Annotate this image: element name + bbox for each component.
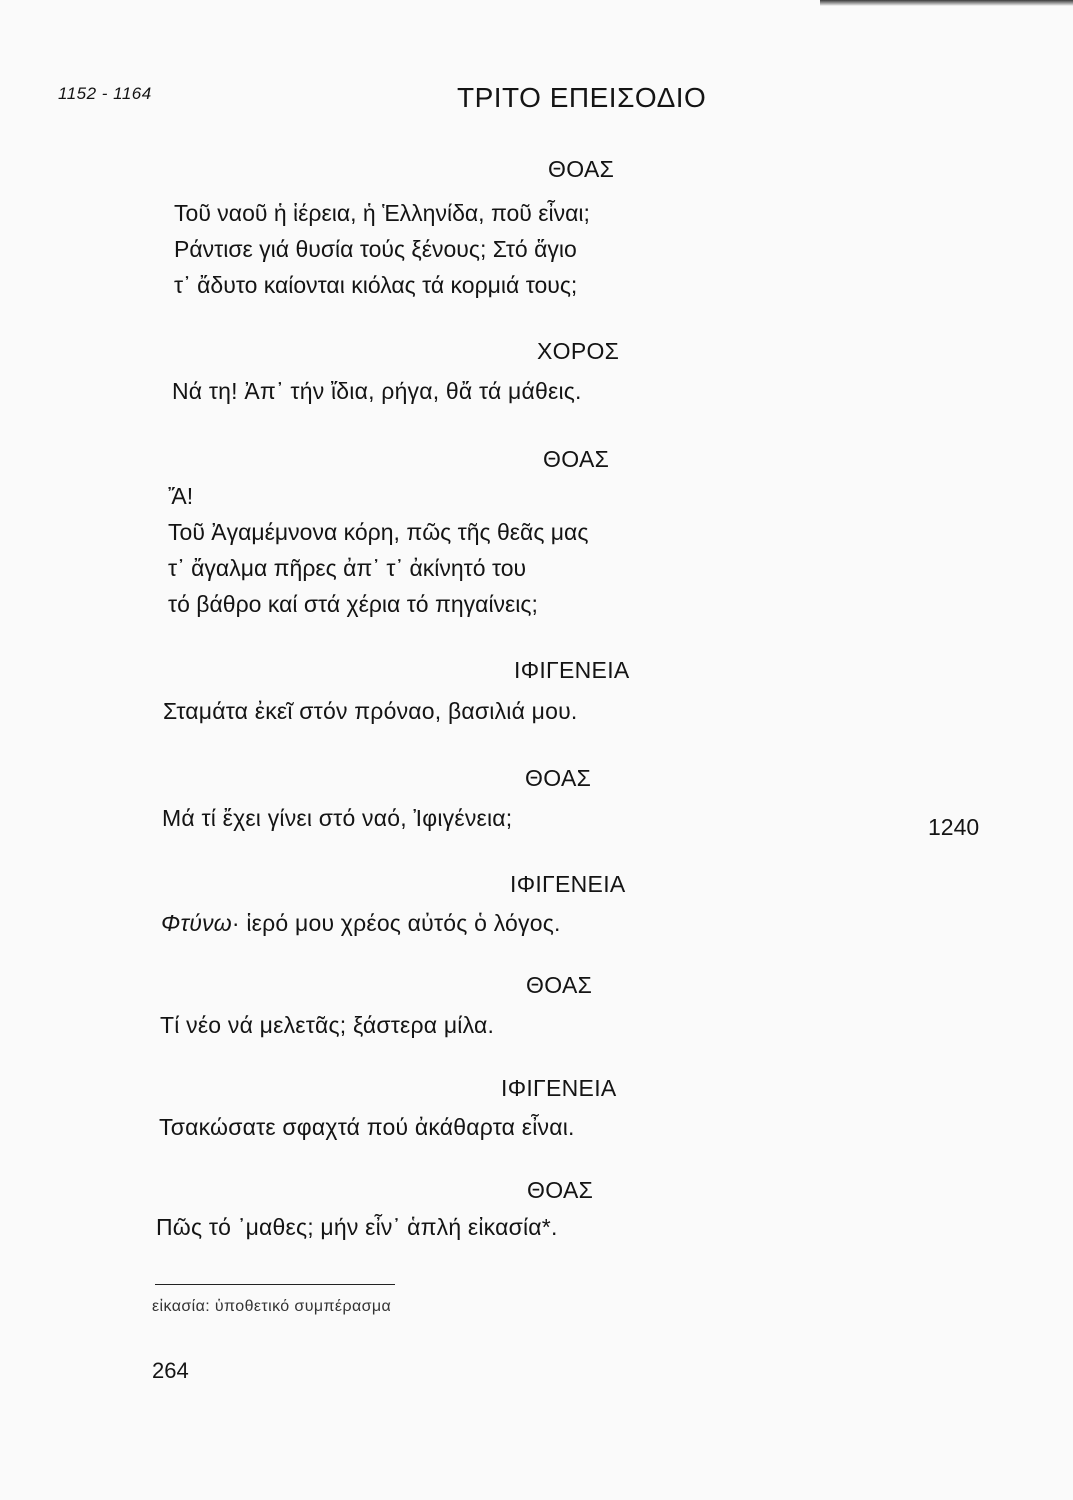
verse-line: Σταμάτα ἐκεῖ στόν πρόναο, βασιλιά μου. — [163, 698, 578, 724]
verse-line: Τί νέο νά μελετᾶς; ξάστερα μίλα. — [160, 1012, 495, 1038]
speaker-label: ΘΟΑΣ — [548, 156, 615, 182]
line-range: 1152 - 1164 — [58, 84, 152, 103]
footnote: εἰκασία: ὑποθετικό συμπέρασμα — [152, 1298, 392, 1315]
verse-line: Ἄ! — [168, 483, 194, 509]
italic-word: Φτύνω — [161, 910, 232, 936]
verse-line: Τοῦ Ἀγαμέμνονα κόρη, πῶς τῆς θεᾶς μας — [168, 519, 589, 545]
margin-line-number: 1240 — [928, 814, 980, 840]
verse-block — [168, 478, 588, 622]
speaker-label: ΘΟΑΣ — [527, 1177, 594, 1203]
verse-line: Μά τί ἔχει γίνει στό ναό, Ἰφιγένεια; — [162, 805, 513, 831]
verse-line: Τοῦ ναοῦ ἡ ἱέρεια, ἡ Ἑλληνίδα, ποῦ εἶναι; — [174, 200, 590, 226]
verse-line: τ᾽ ἄδυτο καίονται κιόλας τά κορμιά τους; — [174, 272, 578, 298]
speaker-label: ΘΟΑΣ — [543, 446, 610, 472]
speaker-label: ΘΟΑΣ — [525, 765, 592, 791]
verse-line: τό βάθρο καί στά χέρια τό πηγαίνεις; — [168, 591, 538, 617]
chapter-title: ΤΡΙΤΟ ΕΠΕΙΣΟΔΙΟ — [457, 82, 707, 113]
verse-line — [161, 910, 561, 937]
verse-line: Νά τη! Ἀπ᾽ τήν ἴδια, ρήγα, θἄ τά μάθεις. — [172, 378, 582, 404]
speaker-label: ΙΦΙΓΕΝΕΙΑ — [501, 1075, 617, 1101]
verse-block — [174, 195, 590, 303]
speaker-label: ΙΦΙΓΕΝΕΙΑ — [514, 657, 630, 683]
verse-line: Ράντισε γιά θυσία τούς ξένους; Στό ἅγιο — [174, 236, 577, 262]
verse-line: τ᾽ ἄγαλμα πῆρες ἀπ᾽ τ᾽ ἀκίνητό του — [168, 555, 527, 581]
page-edge-shadow — [820, 0, 1073, 6]
verse-rest: · ἱερό μου χρέος αὐτός ὁ λόγος. — [231, 910, 561, 936]
footnote-rule — [155, 1284, 395, 1285]
speaker-label: ΘΟΑΣ — [526, 972, 593, 998]
speaker-label: ΧΟΡΟΣ — [537, 338, 620, 364]
page-number: 264 — [152, 1358, 189, 1383]
speaker-label: ΙΦΙΓΕΝΕΙΑ — [510, 871, 626, 897]
verse-line: Τσακώσατε σφαχτά πού ἀκάθαρτα εἶναι. — [159, 1114, 575, 1140]
verse-line: Πῶς τό ᾿μαθες; μήν εἶν᾽ ἁπλή εἰκασία*. — [156, 1214, 558, 1240]
